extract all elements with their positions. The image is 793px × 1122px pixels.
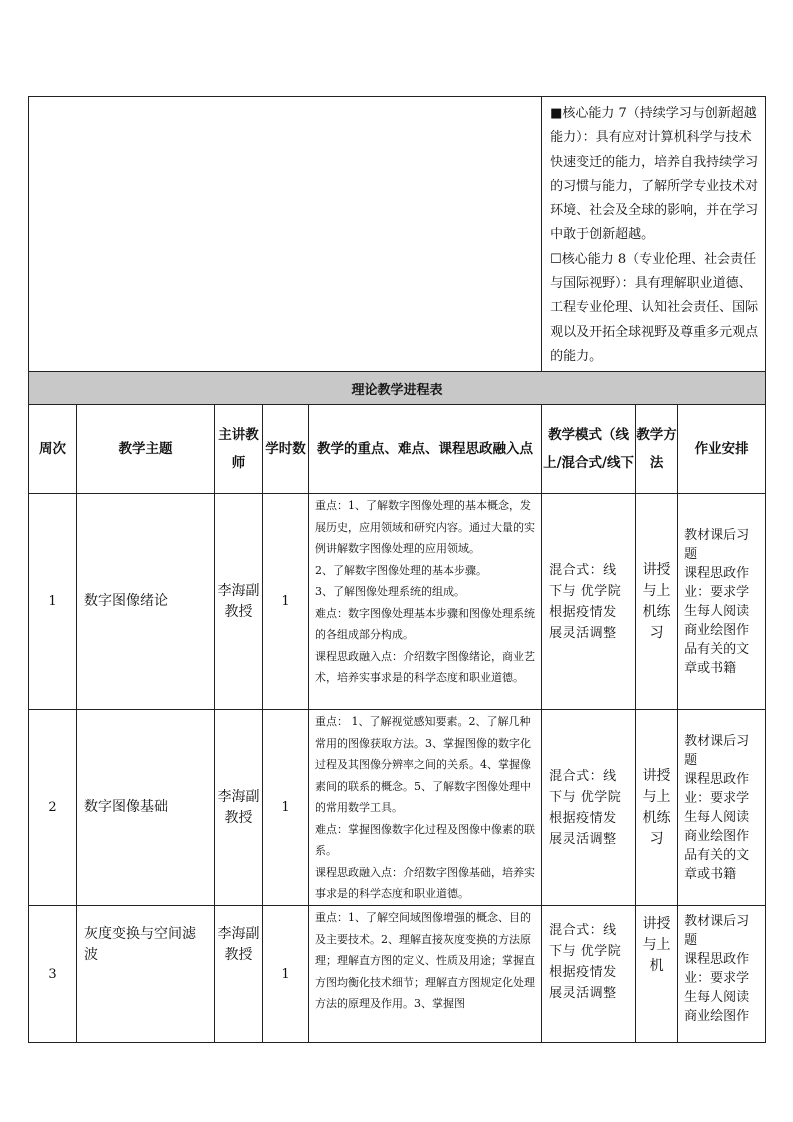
homework-cell	[678, 906, 766, 1043]
ability-8: ☐核心能力 8（专业伦理、社会责任与国际视野）：具有理解职业道德、工程专业伦理、认知社会责任、国际观以及开拓全球视野及尊重多元观点的能力。	[550, 251, 759, 364]
method-cell: 讲授与上机练习	[636, 710, 678, 906]
hours-cell: 1	[263, 906, 309, 1043]
header-homework: 作业安排	[678, 405, 766, 494]
homework-line: 课程思政作业：要求学生每人阅读商业绘图作品有关的文章或书籍	[684, 771, 750, 882]
keypoint-line: 重点：1、了解空间域图像增强的概念、目的及主要技术。2、理解直接灰度变换的方法原理；理解直方图的定义、性质及用途；掌握直方图均衡化技术细节；理解直方图规定化处理方法的原理及作用。3、掌握图	[315, 911, 535, 1011]
blank-cell	[29, 97, 542, 372]
keypoint-line: 重点： 1、了解视觉感知要素。2、了解几种常用的图像获取方法。3、掌握图像的数字化过程及其图像分辨率之间的关系。4、掌握像素间的联系的概念。5、了解数字图像处理中的常用数学工具。	[315, 715, 531, 815]
header-topic: 教学主题	[77, 405, 215, 494]
topic-cell: 数字图像基础	[77, 710, 215, 906]
topic-cell: 数字图像绪论	[77, 494, 215, 710]
homework-line: 教材课后习题	[684, 733, 750, 768]
homework-line: 教材课后习题	[684, 914, 750, 949]
keypoint-line: 课程思政融入点：介绍数字图像基础，培养实事求是的科学态度和职业道德。	[315, 865, 535, 901]
homework-cell	[678, 710, 766, 906]
core-abilities-row	[29, 97, 766, 372]
mode-cell: 混合式：线下与 优学院根据疫情发展灵活调整	[542, 710, 636, 906]
header-mode: 教学模式（线上/混合式/线下	[542, 405, 636, 494]
keypoint-line: 重点：1、了解数字图像处理的基本概念，发展历史，应用领域和研究内容。通过大量的实例讲解数字图像处理的应用领域。	[315, 499, 535, 556]
homework-cell	[678, 494, 766, 710]
table-row	[29, 710, 766, 906]
header-week: 周次	[29, 405, 77, 494]
header-row	[29, 405, 766, 494]
header-hours: 学时数	[263, 405, 309, 494]
week-cell: 3	[29, 906, 77, 1043]
header-teacher: 主讲教师	[215, 405, 263, 494]
keypoint-line: 难点：数字图像处理基本步骤和图像处理系统的各组成部分构成。	[315, 606, 535, 642]
table-row	[29, 494, 766, 710]
keypoints-cell	[309, 494, 542, 710]
syllabus-table	[28, 96, 766, 1043]
teacher-cell: 李海副教授	[215, 906, 263, 1043]
method-cell: 讲授与上机练习	[636, 494, 678, 710]
mode-cell: 混合式：线下与 优学院根据疫情发展灵活调整	[542, 906, 636, 1043]
teacher-cell: 李海副教授	[215, 494, 263, 710]
keypoint-line: 难点：掌握图像数字化过程及图像中像素的联系。	[315, 822, 535, 858]
mode-cell: 混合式：线下与 优学院根据疫情发展灵活调整	[542, 494, 636, 710]
header-keypoints: 教学的重点、难点、课程思政融入点	[309, 405, 542, 494]
ability-7: ■核心能力 7（持续学习与创新超越能力）：具有应对计算机科学与技术快速变迁的能力，培养自我持续学习的习惯与能力，了解所学专业技术对环境、社会及全球的影响，并在学习中敢于创新超越。	[550, 106, 759, 243]
homework-line: 课程思政作业：要求学生每人阅读商业绘图作品有关的文章或书籍	[684, 565, 750, 676]
topic-cell: 灰度变换与空间滤波	[77, 906, 215, 1043]
hours-cell: 1	[263, 710, 309, 906]
homework-line: 教材课后习题	[684, 527, 750, 562]
teacher-cell: 李海副教授	[215, 710, 263, 906]
keypoint-line: 课程思政融入点：介绍数字图像绪论，商业艺术，培养实事求是的科学态度和职业道德。	[315, 649, 535, 685]
keypoints-cell	[309, 710, 542, 906]
hours-cell: 1	[263, 494, 309, 710]
method-cell: 讲授与上机	[636, 906, 678, 1043]
header-method: 教学方法	[636, 405, 678, 494]
keypoint-line: 2、了解数字图像处理的基本步骤。	[315, 563, 487, 577]
section-title-row	[29, 372, 766, 405]
keypoints-cell	[309, 906, 542, 1043]
keypoint-line: 3、了解图像处理系统的组成。	[315, 585, 465, 599]
core-abilities-cell	[542, 97, 766, 372]
homework-line: 课程思政作业：要求学生每人阅读商业绘图作	[684, 952, 750, 1025]
table-row	[29, 906, 766, 1043]
section-title: 理论教学进程表	[29, 372, 766, 405]
week-cell: 2	[29, 710, 77, 906]
week-cell: 1	[29, 494, 77, 710]
